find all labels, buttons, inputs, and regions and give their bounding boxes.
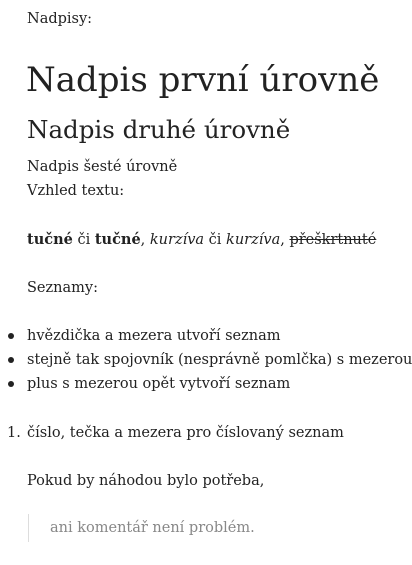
bullet-icon bbox=[8, 381, 14, 387]
bold-text: tučné bbox=[94, 231, 141, 248]
italic-text: kurzíva bbox=[226, 232, 281, 248]
separator-text: , bbox=[140, 232, 150, 248]
conjunction-text: či bbox=[72, 232, 95, 248]
blockquote-bar bbox=[28, 514, 29, 542]
numbered-list-item: číslo, tečka a mezera pro číslovaný seznam bbox=[27, 425, 344, 441]
bullet-list-item: plus s mezerou opět vytvoří seznam bbox=[27, 376, 291, 392]
bullet-icon bbox=[8, 357, 14, 363]
list-number: 1. bbox=[7, 425, 21, 441]
formatting-example bbox=[27, 230, 376, 250]
blockquote-text: ani komentář není problém. bbox=[50, 520, 255, 536]
bullet-icon bbox=[8, 333, 14, 339]
strikethrough-text: přeškrtnuté bbox=[289, 232, 377, 248]
headings-label: Nadpisy: bbox=[27, 11, 93, 27]
bullet-list-item: stejně tak spojovník (nesprávně pomlčka) s mezerou bbox=[27, 352, 412, 368]
italic-text: kurzíva bbox=[149, 232, 205, 248]
appearance-label: Vzhled textu: bbox=[27, 183, 125, 199]
conjunction-text: či bbox=[204, 232, 227, 248]
closing-paragraph: Pokud by náhodou bylo potřeba, bbox=[27, 473, 265, 489]
heading-level-6: Nadpis šesté úrovně bbox=[27, 159, 178, 175]
lists-label: Seznamy: bbox=[27, 280, 98, 296]
bullet-list-item: hvězdička a mezera utvoří seznam bbox=[27, 328, 281, 344]
heading-level-2: Nadpis druhé úrovně bbox=[27, 115, 291, 144]
bold-text: tučné bbox=[27, 231, 73, 248]
separator-text: , bbox=[280, 232, 290, 248]
heading-level-1: Nadpis první úrovně bbox=[26, 60, 380, 100]
